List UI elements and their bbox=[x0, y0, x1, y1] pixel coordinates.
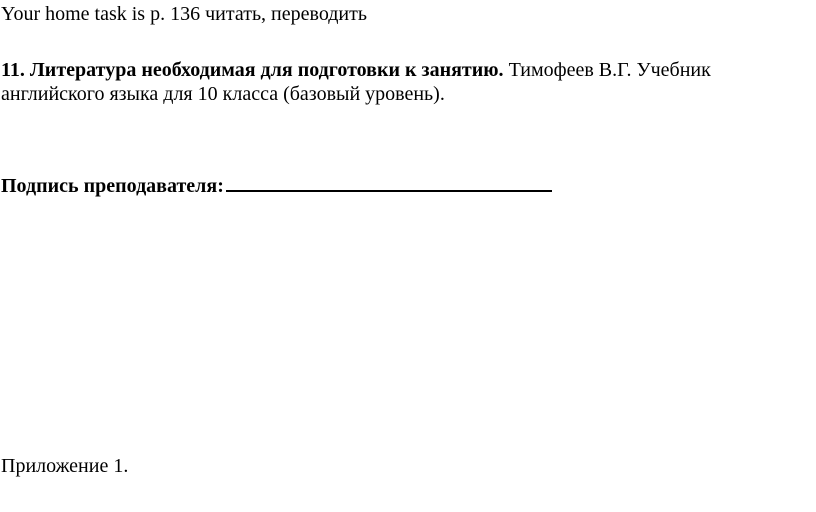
home-task-text: Your home task is p. 136 читать, переводить bbox=[1, 3, 367, 25]
appendix-label: Приложение 1. bbox=[1, 455, 129, 477]
signature-line bbox=[1, 172, 552, 198]
signature-label: Подпись преподавателя: bbox=[1, 175, 224, 197]
signature-blank-underline bbox=[226, 172, 552, 192]
literature-text-line-2: английского языка для 10 класса (базовый уровень). bbox=[1, 83, 445, 105]
literature-heading: 11. Литература необходимая для подготовки к занятию. bbox=[1, 59, 504, 81]
literature-text-line-1: Тимофеев В.Г. Учебник bbox=[503, 59, 711, 81]
literature-paragraph-line-1 bbox=[1, 58, 711, 82]
